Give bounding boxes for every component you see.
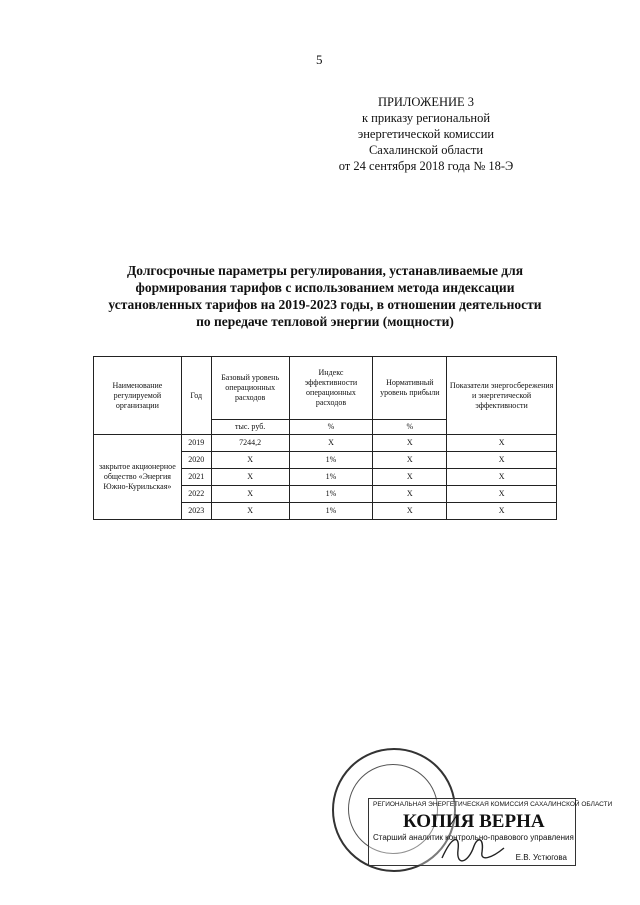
document-title	[80, 262, 570, 330]
profit-cell: Х	[373, 452, 447, 469]
stamp-organization: РЕГИОНАЛЬНАЯ ЭНЕРГЕТИЧЕСКАЯ КОМИССИЯ САХАЛИНСКОЙ ОБЛАСТИ	[373, 801, 613, 808]
stamp-copy-verified: КОПИЯ ВЕРНА	[403, 811, 545, 832]
year-cell: 2020	[181, 452, 211, 469]
header-energy-saving: Показатели энергосбережения и энергетической эффективности	[447, 357, 557, 435]
page-number: 5	[316, 52, 323, 67]
appendix-line: энергетической комиссии	[357, 127, 495, 141]
appendix-line: Сахалинской области	[368, 143, 484, 157]
energy-cell: Х	[447, 486, 557, 503]
title-line: формирования тарифов с использованием метода индексации	[135, 280, 515, 295]
profit-cell: Х	[373, 469, 447, 486]
year-cell: 2019	[181, 435, 211, 452]
title-line: установленных тарифов на 2019-2023 годы, в отношении деятельности	[108, 297, 542, 312]
year-cell: 2023	[181, 503, 211, 520]
table-row	[94, 435, 557, 452]
base-cell: Х	[211, 503, 289, 520]
profit-cell: Х	[373, 486, 447, 503]
appendix-line: ПРИЛОЖЕНИЕ 3	[377, 95, 475, 109]
base-cell: Х	[211, 486, 289, 503]
base-cell: Х	[211, 469, 289, 486]
unit-cell: %	[289, 420, 373, 435]
stamp-role: Старший аналитик контрольно-правового управления	[373, 833, 574, 842]
unit-cell: %	[373, 420, 447, 435]
energy-cell: Х	[447, 452, 557, 469]
header-year: Год	[181, 357, 211, 435]
organization-cell: закрытое акционерное общество «Энергия Южно-Курильская»	[94, 435, 182, 520]
base-cell: Х	[211, 452, 289, 469]
year-cell: 2022	[181, 486, 211, 503]
header-efficiency-index: Индекс эффективности операционных расходов	[289, 357, 373, 420]
header-base-costs: Базовый уровень операционных расходов	[211, 357, 289, 420]
handwritten-signature	[438, 828, 508, 868]
profit-cell: Х	[373, 503, 447, 520]
unit-cell: тыс. руб.	[211, 420, 289, 435]
header-profit-level: Нормативный уровень прибыли	[373, 357, 447, 420]
index-cell: 1%	[289, 452, 373, 469]
table-header-row	[94, 357, 557, 420]
appendix-header	[296, 94, 556, 174]
stamp-signer-name: Е.В. Устюгова	[515, 853, 567, 862]
index-cell: 1%	[289, 486, 373, 503]
profit-cell: Х	[373, 435, 447, 452]
parameters-table	[93, 356, 557, 520]
appendix-line: от 24 сентября 2018 года № 18-Э	[338, 159, 514, 173]
energy-cell: Х	[447, 469, 557, 486]
year-cell: 2021	[181, 469, 211, 486]
base-cell: 7244,2	[211, 435, 289, 452]
index-cell: 1%	[289, 503, 373, 520]
energy-cell: Х	[447, 435, 557, 452]
header-organization: Наименование регулируемой организации	[94, 357, 182, 435]
index-cell: 1%	[289, 469, 373, 486]
title-line: по передаче тепловой энергии (мощности)	[196, 314, 454, 329]
title-line: Долгосрочные параметры регулирования, устанавливаемые для	[126, 263, 524, 278]
index-cell: Х	[289, 435, 373, 452]
energy-cell: Х	[447, 503, 557, 520]
appendix-line: к приказу региональной	[361, 111, 491, 125]
